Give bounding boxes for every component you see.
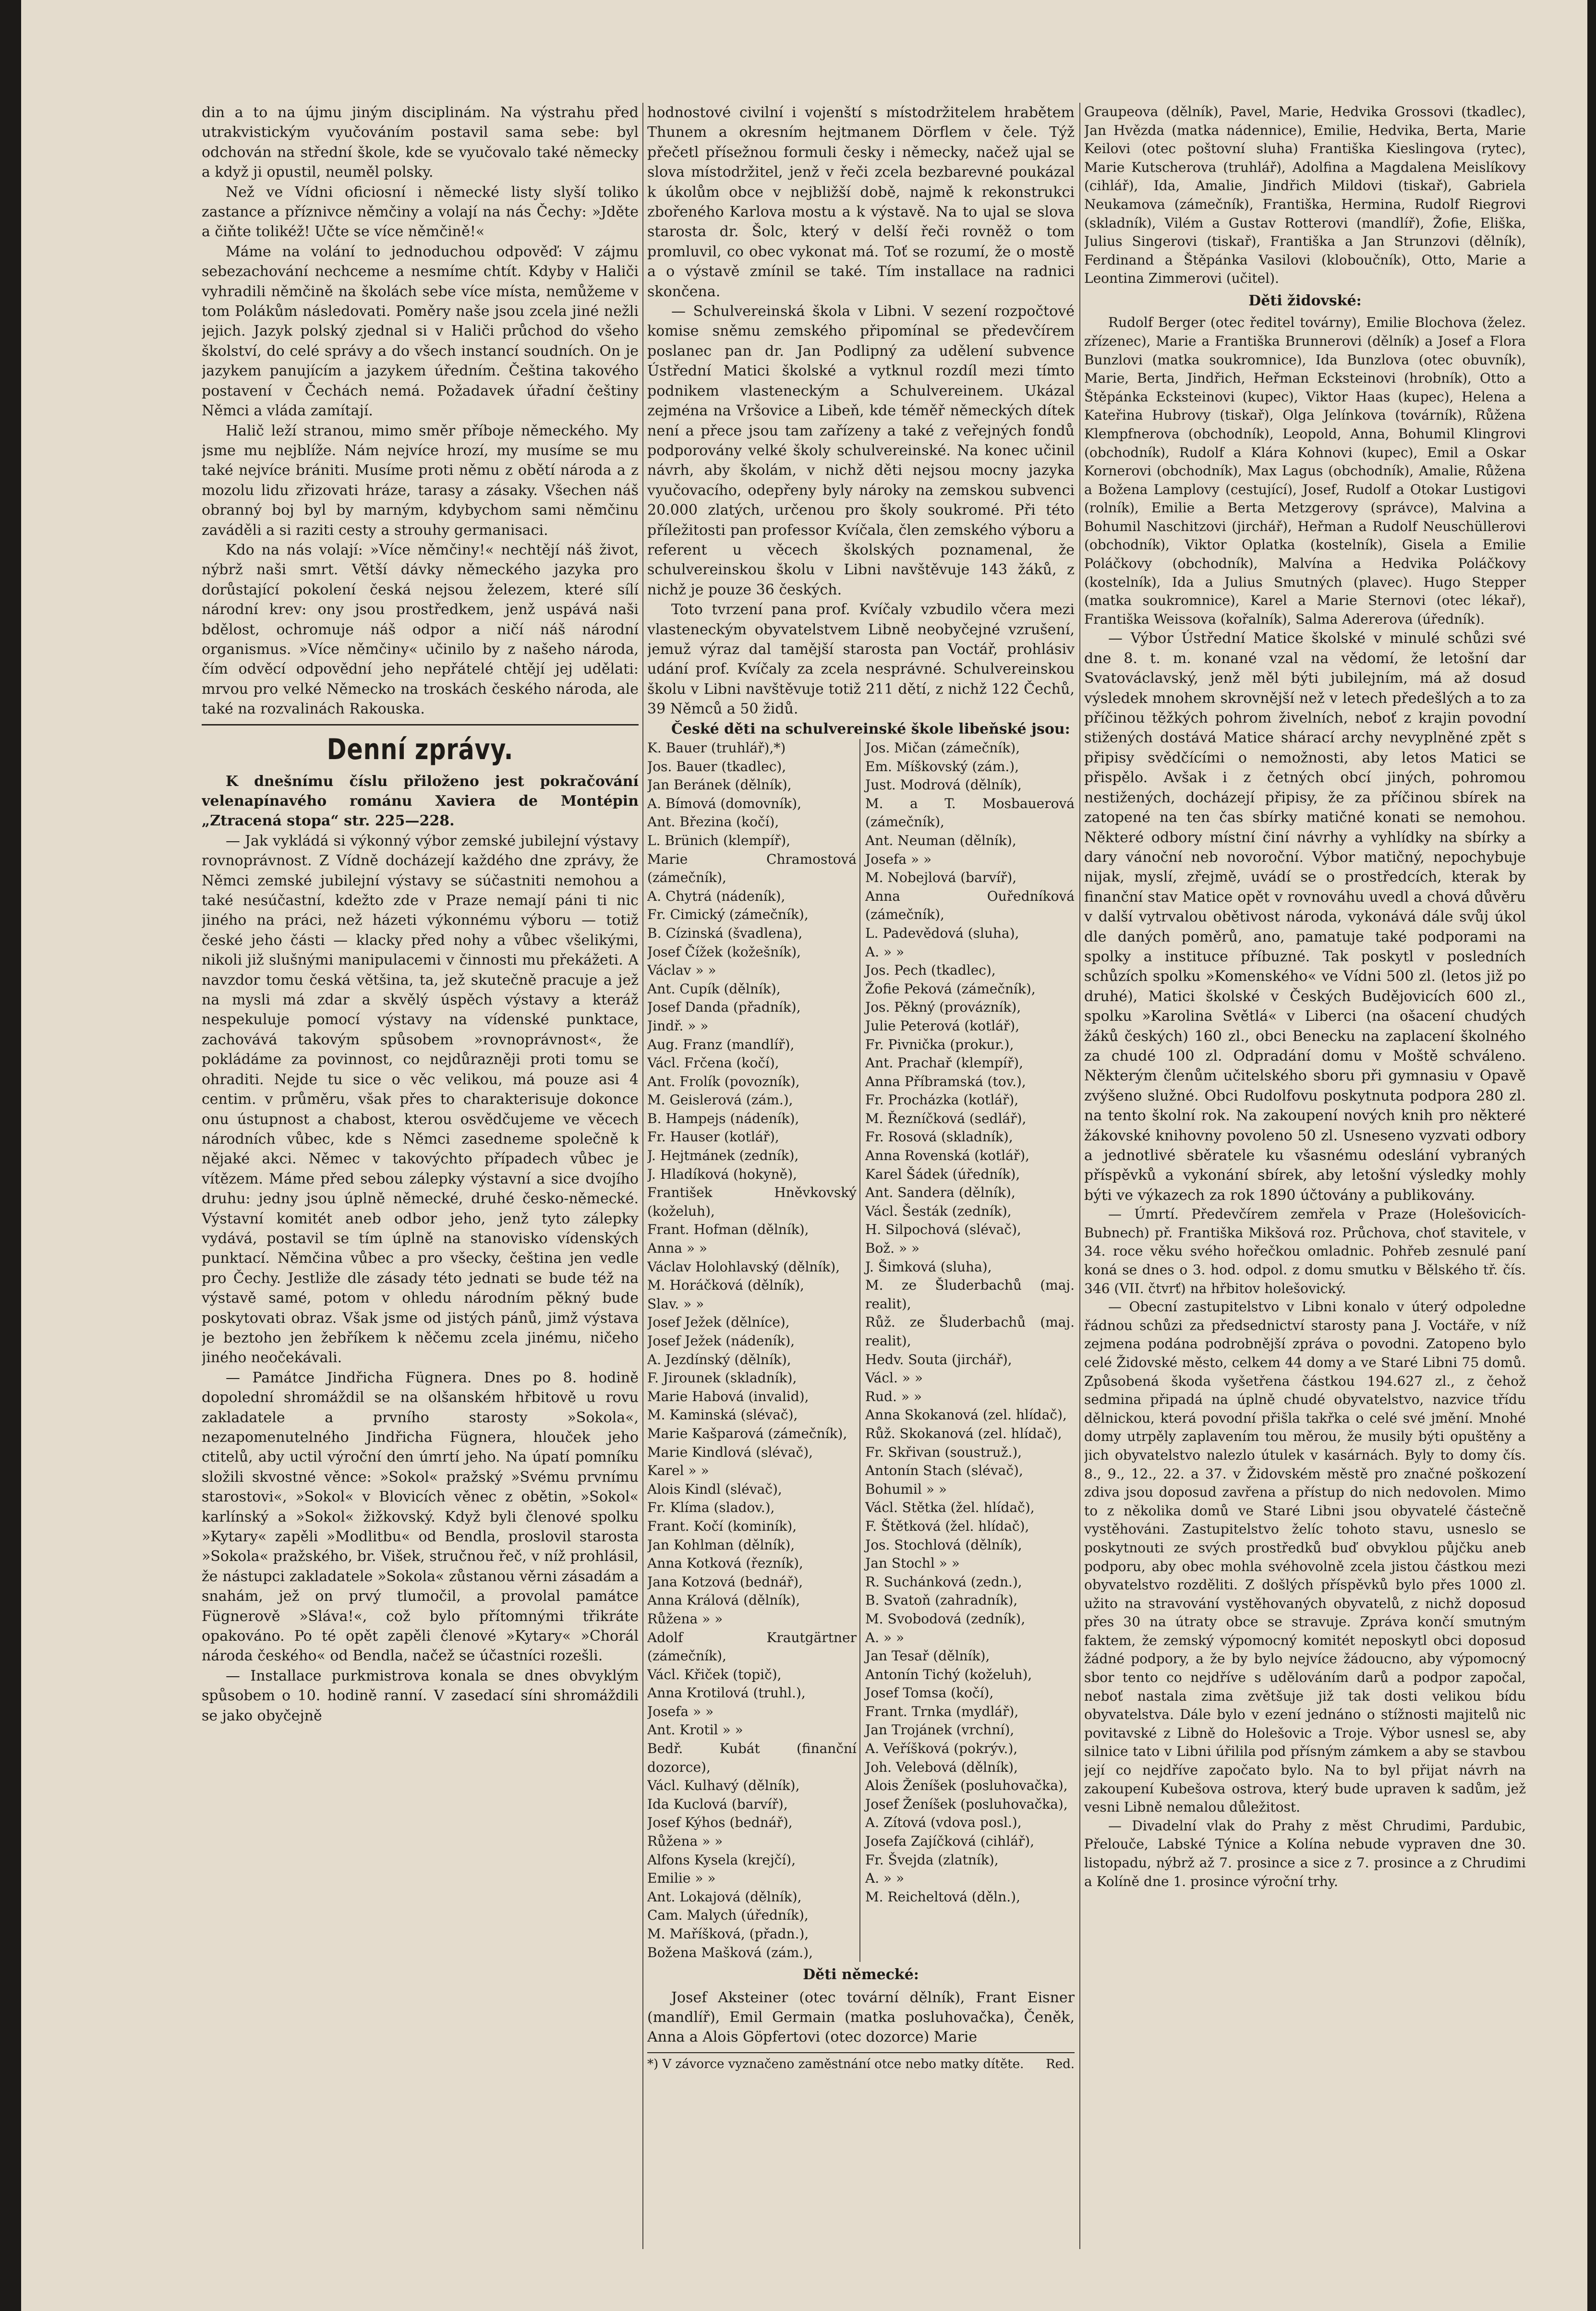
name-entry: Joh. Velebová (dělník), bbox=[865, 1759, 1018, 1775]
name-entry: Jan Trojánek (vrchní), bbox=[865, 1722, 1015, 1738]
name-entry: J. Hejtmánek (zedník), bbox=[647, 1148, 799, 1164]
name-entry: Václ. Šesták (zedník), bbox=[865, 1203, 1012, 1219]
name-entry: Jos. Bauer (tkadlec), bbox=[647, 758, 786, 774]
name-entry: Ant. Cupík (dělník), bbox=[647, 980, 781, 997]
name-entry: Fr. Skřivan (soustruž.), bbox=[865, 1444, 1022, 1460]
name-entry: Žofie Peková (zámečník), bbox=[865, 980, 1036, 997]
name-entry: Alois Kindl (slévač), bbox=[647, 1481, 782, 1497]
article-paragraph: Rudolf Berger (otec ředitel továrny), Emilie Blochova (želez. zřízenec), Marie a Františka Brunnerovi (dělník) a Josef a Flora Bunzlovi (matka soukromnice), Ida Bunzlova (otec obuvník), Marie, Berta, Jindřich, Heřman Ecksteinovi (hrobník), Otto a Štěpánka Ecksteinovi (kupec), Viktor Haas (kupec), Helena a Kateřina Hubrovy (tiskař), Olga Jelínkova (továrník), Růžena Klempfnerova (obchodník), Leopold, Anna, Bohumil Klingrovi (obchodník), Rudolf a Klára Kohnovi (kupec), Emil a Oskar Kornerovi (obchodník), Max Lagus (obchodník), Amalie, Růžena a Božena Lamplovy (cestující), Josef, Rudolf a Otokar Lustigovi (rolník), Emilie a Berta Metzgerovy (správce), Malvina a Bohumil Naschitzovi (jirchář), Heřman a Rudolf Neuschüllerovi (obchodník), Viktor Oplatka (kostelník), Gisela a Emilie Poláčkovy (obchodník), Malvína a Hedvika Poláčkovy (kostelník), Ida a Julius Smutných (plavec). Hugo Stepper (matka soukromnice), Karel a Marie Sternovi (otec lékař), Františka Weissova (kořalník), Salma Adererova (úředník). bbox=[1084, 315, 1526, 627]
name-entry: M. Horáčková (dělník), bbox=[647, 1277, 804, 1294]
name-entry: Fr. Švejda (zlatník), bbox=[865, 1851, 999, 1868]
article-paragraph: Než ve Vídni oficiosní i německé listy slyší toliko zastance a příznivce němčiny a volají na nás Čechy: »Jděte a čiňte tolikéž! Učte se více němčině!« bbox=[202, 183, 639, 241]
name-entry: Anna Krotilová (truhl.), bbox=[647, 1685, 806, 1701]
name-entry: Josef Danda (přadník), bbox=[647, 999, 801, 1016]
name-entry: Fr. Rosová (skladník), bbox=[865, 1129, 1013, 1145]
name-entry: Fr. Procházka (kotlář), bbox=[865, 1092, 1019, 1108]
name-entry: Josef Ježek (nádeník), bbox=[647, 1333, 795, 1349]
name-entry: Antonín Stach (slévač), bbox=[865, 1463, 1023, 1479]
name-entry: Just. Modrová (dělník), bbox=[865, 777, 1022, 793]
name-entry: Fr. Hauser (kotlář), bbox=[647, 1129, 779, 1145]
name-entry: Anna Skokanová (zel. hlídač), bbox=[865, 1407, 1067, 1423]
name-entry: Václ. Kulhavý (dělník), bbox=[647, 1778, 800, 1794]
name-entry: Jan Tesař (dělník), bbox=[865, 1648, 990, 1664]
name-entry: Josef Čížek (kožešník), bbox=[647, 944, 801, 960]
name-entry: Růž. ze Šluderbachů (maj. realit), bbox=[865, 1314, 1075, 1349]
name-entry: Anna » » bbox=[647, 1240, 708, 1257]
section-divider bbox=[202, 724, 639, 726]
article-paragraph: — Installace purkmistrova konala se dnes obvyklým spůsobem o 10. hodině ranní. V zasedací síni shromáždili se jako obyčejně bbox=[202, 1667, 639, 1724]
name-entry: Anna Příbramská (tov.), bbox=[865, 1073, 1026, 1089]
name-entry: J. Šimková (sluha), bbox=[865, 1258, 992, 1275]
name-entry: M. Maříšková, (přadn.), bbox=[647, 1926, 809, 1942]
name-entry: Václav Holohlavský (dělník), bbox=[647, 1258, 840, 1275]
name-entry: Karel Šádek (úředník), bbox=[865, 1166, 1020, 1182]
article-paragraph: — Obecní zastupitelstvo v Libni konalo v úterý odpoledne řádnou schůzi za předsednictví starosty pana J. Voctáře, v níž zejmena podána podrobnější zpráva o povodni. Zatopeno bylo celé Židovské město, celkem 44 domy a ve Staré Libni 75 domů. Způsobená škoda vyšetřena částkou 194.627 zl., z čehož sedmina připadá na úplně chudé obyvatelstvo, nazvice třídu dělnickou, která povodní přišla takřka o celé své jmění. Mnohé domy utrpěly zaplavením tou měrou, že musily býti opuštěny a jich obyvatelstvo nalezlo útulek v kasárnách. Byly to domy čís. 8., 9., 12., 22. a 37. v Židovském městě pro značné poškození zdiva jsou doposud zavřena a přístup do nich nedovolen. Mimo to z několika domů ve Staré Libni jsou obyvatelé částečně vystěhováni. Zastupitelstvo želíc tohoto stavu, usneslo se poskytnouti ze svých prostředků buď obvyklou půjčku aneb podporu, aby obec mohla svéhovolně zcela jistou částkou mezi obyvatelstvo rozděliti. Z došlých příspěvků bylo přes 1000 zl. užito na stravování vystěhovaných obyvatelů, z nichž doposud přes 30 na útraty obce se stravuje. Zpráva končí smutným faktem, že zemský výpomocný komitét neposkytl obci doposud žádné podpory, a že by bylo nejvíce žádoucno, aby výpomocný sbor tento co nejdříve s udělováním darů a podpor započal, neboť nastala zima zvětšuje již tak dosti velikou bídu obyvatelstva. Dále bylo v ezení jednáno o stížnosti majitelů nic povitavské z Libně do Holešovic a Troje. Výbor usnesl se, aby silnice tato v Libni úřilila pod přísným zámkem a aby se stavbou její co nejdříve započato bylo. Na to byl přijat návrh na zakoupení Kubešova ostrova, který bude upraven k sadům, jež vesni Libně nemalou důležitost. bbox=[1084, 1299, 1526, 1815]
article-paragraph: — Výbor Ústřední Matice školské v minulé schůzi své dne 8. t. m. konané vzal na vědomí, že letošní dar Svatováclavský, jenž měl býti jubilejním, má až dosud výsledek mnohem skrovnější než v letech předešlých a to za příčinou těžkých pohrom živelních, neboť z krajin povodní stižených dostává Matice shárací archy nevyplněné zpět s připisy svědčícími o nemožnosti, aby letos Matici se přispělo. Avšak i z četných obcí jiných, pohromou nestižených, docházejí připisy, že za příčinou sbírek na zatopené na ten čas sbírky matičné konati se nemohou. Některé odbory místní činí návrhy a vyhlídky na sbírky a dary vánoční neb novoroční. Výbor matičný, nepochybuje nijak, myslí, zřejmě, uvádí se o prostředcích, kterak by finanční stav Matice opět v rovnováhu uvedl a chová důvěru v další vytrvalou obětivost národa, vykonává dále svůj úkol dle daných poměrů, ano, pamatuje také podporami na spolky a instituce příbuzné. Tak poskytl v posledních schůzích spolku »Komenského« ve Vídni 500 zl. (letos již po druhé), Matici školské v Českých Budějovicích 600 zl., spolku »Karolina Světlá« v Liberci (na ošacení chudých žáků českých) 160 zl., obci Benecku na zaplacení školného za chudé 100 zl. Odpradání domu v Moště schváleno. Některým členům učitelského sboru při gymnasiu v Opavě zvýšeno služné. Obci Rudolfovu poskytnuta podpora 280 zl. na tento školní rok. Na zakoupení nových knih pro některé žákovské knihovny povoleno 50 zl. Usneseno vyzvati odbory a jednotlivé sběratele ku všasnému odeslání vybraných příspěvků a vykonání sbírek, aby letošní výsledky mohly býti ve výkazech za rok 1890 účtovány a publikovány. bbox=[1084, 630, 1526, 1204]
column-3 bbox=[1084, 103, 1526, 2263]
name-entry: Bohumil » » bbox=[865, 1481, 947, 1497]
name-entry: F. Štětková (žel. hlídač), bbox=[865, 1518, 1029, 1534]
name-entry: Václ. » » bbox=[865, 1370, 923, 1386]
name-entry: Julie Peterová (kotlář), bbox=[865, 1017, 1020, 1034]
name-entry: Slav. » » bbox=[647, 1295, 704, 1312]
name-entry: L. Padevědová (sluha), bbox=[865, 925, 1019, 941]
name-entry: Jos. Pech (tkadlec), bbox=[865, 962, 996, 979]
name-entry: Anna Ouředníková (zámečník), bbox=[865, 888, 1075, 923]
name-entry: A. » » bbox=[865, 1629, 905, 1646]
name-entry: Frant. Trnka (mydlář), bbox=[865, 1703, 1019, 1719]
name-entry: Em. Míškovský (zám.), bbox=[865, 758, 1019, 774]
name-entry: Fr. Pivnička (prokur.), bbox=[865, 1036, 1014, 1053]
column-1 bbox=[202, 103, 639, 2263]
article-paragraph: — Památce Jindřicha Fügnera. Dnes po 8. hodině dopolední shromáždil se na olšanském hřbitově u rovu zakladatele a prvního starosty »Sokola«, nezapomenutelného Jindřicha Fügnera, hlouček jeho ctitelů, aby uctil výroční den úmrtí jeho. Na úpatí pomníku složili skvostné věnce: »Sokol« pražský »Svému prvnímu starostovi«, »Sokol« v Blovicích věnec z obětin, »Sokol« karlínský a »Sokol« žižkovský. Když byli členové spolku »Kytary« zapěli »Modlitbu« od Bendla, proslovil starosta »Sokola« pražského, br. Višek, stručnou řeč, v níž prohlásil, že nástupci zakladatele »Sokola« zůstanou věrni zásadám a snahám, jež on prvý tlumočil, a provolal památce Fügnerově »Sláva!«, což bylo přítomnými třikráte opakováno. Po té opět zapěli členové »Kytary« »Chorál národa českého« od Bendla, načež se účastníci rozešli. bbox=[202, 1369, 639, 1665]
name-entry: Ant. Neuman (dělník), bbox=[865, 832, 1016, 848]
name-entry: Anna Kotková (řezník), bbox=[647, 1555, 803, 1572]
column-rule bbox=[642, 103, 643, 2249]
name-entry: Cam. Malych (úředník), bbox=[647, 1907, 809, 1924]
name-entry: Fr. Klíma (sladov.), bbox=[647, 1500, 775, 1516]
name-entry: Růžena » » bbox=[647, 1833, 723, 1850]
article-paragraph: Graupeova (dělník), Pavel, Marie, Hedvika Grossovi (tkadlec), Jan Hvězda (matka nádennice), Emilie, Hedvika, Berta, Marie Keilovi (otec poštovní sluha) Františka Kieslingova (rytec), Marie Kutscherova (truhlář), Adolfina a Magdalena Meislíkovy (cihlář), Ida, Amalie, Jindřich Mildovi (tiskař), Gabriela Neukamova (zámečník), Františka, Hermina, Rudolf Riegrovi (skladník), Vilém a Gustav Rotterovi (mandlíř), Žofie, Eliška, Julius Singerovi (tiskař), Františka a Jan Strunzovi (dělník), Ferdinand a Štěpánka Vasilovi (kloboučník), Otto, Marie a Leontina Zimmerovi (učitel). bbox=[1084, 104, 1526, 287]
name-entry: Josef Kýhos (bednář), bbox=[647, 1815, 793, 1831]
section-heading: Denní zprávy. bbox=[326, 732, 514, 766]
name-entry: Marie Kindlová (slévač), bbox=[647, 1444, 813, 1460]
name-entry: Ida Kuclová (barvíř), bbox=[647, 1796, 788, 1812]
name-entry: Emilie » » bbox=[647, 1870, 716, 1887]
name-entry: B. Hampejs (nádeník), bbox=[647, 1110, 799, 1126]
name-entry: Josefa » » bbox=[647, 1703, 714, 1719]
article-paragraph: Kdo na nás volají: »Více němčiny!« nechtějí náš život, nýbrž naši smrt. Větší dávky německého jazyka pro dorůstající pokolení česká nejsou železem, které sílí národní krev: ony jsou prostředkem, jenž uspává naši bdělost, ochromuje náš odpor a ničí náš národní organismus. »Více němčiny« učinilo by z našeho národa, čím odvěcí odpovědní jeho nepřátelé chtějí jej udělati: mrvou pro velké Německo na troskách českého národa, ale také na rozvalinách Rakouska. bbox=[202, 541, 639, 718]
name-entry: Alois Ženíšek (posluhovačka), bbox=[865, 1778, 1068, 1794]
list-title: Děti německé: bbox=[803, 1966, 919, 1984]
name-entry: H. Silpochová (slévač), bbox=[865, 1222, 1021, 1238]
name-entry: Václ. Stětka (žel. hlídač), bbox=[865, 1500, 1035, 1516]
name-entry: B. Cízinská (švadlena), bbox=[647, 925, 803, 941]
name-entry: Adolf Krautgärtner (zámečník), bbox=[647, 1629, 857, 1664]
name-entry: Rud. » » bbox=[865, 1388, 922, 1404]
name-entry: A. » » bbox=[865, 1870, 905, 1887]
name-entry: A. Zítová (vdova posl.), bbox=[865, 1815, 1022, 1831]
name-entry: Jan Stochl » » bbox=[865, 1555, 960, 1572]
name-entry: J. Hladíková (hokyně), bbox=[647, 1166, 798, 1182]
name-entry: Růžena » » bbox=[647, 1610, 723, 1627]
article-paragraph: — Jak vykládá si výkonný výbor zemské jubilejní výstavy rovnoprávnost. Z Vídně docházejí každého dne zprávy, že Němci zemské jubilejní výstavy se súčastniti nemohou a také nesúčastní, kdežto zde v Praze nemají páni ti nic jiného na práci, než házeti výkonnému výboru — totiž české jeho části — klacky před nohy a vůbec všelikými, nikoli již slušnými manipulacemi v činnosti mu překážeti. A navzdor tomu česká většina, ta, jež skutečně pracuje a jež na mysli má zdar a skvělý úspěch výstavy a kteráž nespekuluje pomocí výstavy na vídenské punktace, zachovává takovým spůsobem »rovnoprávnost«, že pokládáme za povinnost, co nejdůrazněji proti tomu se ohraditi. Nejde tu sice o věc velikou, má pouze asi 4 centim. v průměru, však přes to charakterisuje dokonce onu ústupnost a chabost, kterou osvědčujeme ve věcech národních vůbec, kde s Němci zasedneme společně k nějaké akci. Němec v takovýchto případech vůbec je vítězem. Máme před sebou zálepky výstavní a sice dvojího druhu: jedny jsou úplně německé, druhé česko-německé. Výstavní komitét aneb odbor jeho, jenž tyto zálepky vydává, postavil se tím úplně na stanovisko vídenských punktací. Němčina vůbec a pro všecky, čeština jen vedle pro Čechy. Jestliže dle zásady této jednati se bude též na výstavě samé, potom v ohledu národním pěkný bude poskytovati obraz. Však jsme od jistých pánů, jimž výstava je beztoho jen žebříkem k něčemu zcela jinému, ničeho jiného neočekávali. bbox=[202, 832, 639, 1367]
name-entry: Ant. Březina (kočí), bbox=[647, 814, 779, 830]
footnote-text: *) V závorce vyznačeno zaměstnání otce nebo matky dítěte. bbox=[647, 2057, 1024, 2071]
article-paragraph: České děti na schulvereinské škole libeňské jsou: bbox=[671, 720, 1070, 738]
scan-border-right bbox=[1587, 0, 1596, 2311]
name-entry: Ant. Lokajová (dělník), bbox=[647, 1888, 802, 1905]
name-entry: L. Brünich (klempíř), bbox=[647, 832, 791, 848]
article-paragraph: din a to na újmu jiným disciplinám. Na výstrahu před utrakvistickým vyučováním postavil sama sebe: byl odchován na střední škole, kde se vyučovalo také německy a když ji opustil, neuměl polsky. bbox=[202, 104, 639, 181]
name-entry: Ant. Krotil » » bbox=[647, 1722, 743, 1738]
name-entry: A. Chytrá (nádeník), bbox=[647, 888, 786, 904]
name-entry: Antonín Tichý (koželuh), bbox=[865, 1666, 1032, 1682]
name-entry: M. Nobejlová (barvíř), bbox=[865, 870, 1017, 886]
article-paragraph: Josef Aksteiner (otec tovární dělník), Frant Eisner (mandlíř), Emil Germain (matka posluhovačka), Čeněk, Anna a Alois Göpfertovi (otec dozorce) Marie bbox=[647, 1989, 1075, 2046]
name-entry: František Hněvkovský (koželuh), bbox=[647, 1185, 857, 1219]
name-entry: M. ze Šluderbachů (maj. realit), bbox=[865, 1277, 1075, 1312]
name-entry: A. Jezdínský (dělník), bbox=[647, 1351, 791, 1367]
name-entry: Hedv. Souta (jirchář), bbox=[865, 1351, 1012, 1367]
footnote bbox=[647, 2052, 1075, 2072]
name-entry: Marie Chramostová (zámečník), bbox=[647, 851, 857, 886]
article-paragraph: — Úmrtí. Předevčírem zemřela v Praze (Holešovicích-Bubnech) př. Františka Mikšová roz. Průchova, choť stavitele, v 34. roce věku svého hořečkou omladnic. Pohřeb zesnulé paní koná se dnes o 3. hod. odpol. z domu smutku v Bělského tř. čís. 346 (VII. čtvrť) na hřbitov holešovický. bbox=[1084, 1206, 1526, 1296]
name-entry: Anna Rovenská (kotlář), bbox=[865, 1148, 1030, 1164]
name-entry: Jan Kohlman (dělník), bbox=[647, 1537, 795, 1553]
name-entry: Václav » » bbox=[647, 962, 716, 979]
name-entry: M. Řezníčková (sedlář), bbox=[865, 1110, 1027, 1126]
article-paragraph: hodnostové civilní i vojenští s místodržitelem hrabětem Thunem a okresním hejtmanem Dörflem v čele. Týž přečetl přísežnou formuli česky i německy, načež ujal se slova místodržitel, jenž v řeči zcela bezbarevné poukázal k úkolům obce v nejbližší době, najmě k rekonstrukci zbořeného Karlova mostu a k výstavě. Na to ujal se slova starosta dr. Šolc, který v delší řeči rovněž o tom promluvil, co obec vykonat má. Toť se rozumí, že o mostě a o výstavě zmínil se také. Tím installace na radnici skončena. bbox=[647, 104, 1075, 300]
footnote-signature: Red. bbox=[1046, 2057, 1075, 2071]
name-entry: Jan Beránek (dělník), bbox=[647, 777, 792, 793]
name-entry: Frant. Hofman (dělník), bbox=[647, 1222, 809, 1238]
name-entry: M. a T. Mosbauerová (zámečník), bbox=[865, 795, 1075, 830]
name-entry: A. Bímová (domovník), bbox=[647, 795, 802, 811]
name-entry: Jos. Stochlová (dělník), bbox=[865, 1537, 1022, 1553]
name-entry: M. Svobodová (zedník), bbox=[865, 1610, 1026, 1627]
name-entry: M. Kaminská (slévač), bbox=[647, 1407, 798, 1423]
article-paragraph: Máme na volání to jednoduchou odpověď: V zájmu sebezachování nechceme a nesmíme chtít. Kdyby v Haliči vyhradili němčině na školách sebe více místa, nemůžeme v tom Polákům následovati. Poměry naše jsou zcela jiné nežli jejich. Jazyk polský zjednal si v Haliči průchod do všeho školství, do celé správy a do všech instancí soudních. On je jazykem panujícím a jazykem úředním. Čeština takového postavení v Čechách nemá. Požadavek úřadní češtiny Němci a vláda zamítají. bbox=[202, 243, 639, 420]
name-entry: Ant. Frolík (povozník), bbox=[647, 1073, 800, 1089]
name-entry: Marie Kašparová (zámečník), bbox=[647, 1425, 847, 1441]
name-entry: Marie Habová (invalid), bbox=[647, 1388, 809, 1404]
name-entry: M. Reicheltová (děln.), bbox=[865, 1888, 1020, 1905]
scan-border-left bbox=[0, 0, 21, 2311]
name-entry: Jos. Pěkný (provázník), bbox=[865, 999, 1021, 1016]
article-paragraph: K dnešnímu číslu přiloženo jest pokračování velenapínavého románu Xaviera de Montépin „Ztracená stopa“ str. 225—228. bbox=[202, 773, 639, 830]
names-list bbox=[647, 739, 1075, 1962]
name-entry: M. Geislerová (zám.), bbox=[647, 1092, 793, 1108]
name-entry: Anna Králová (dělník), bbox=[647, 1592, 800, 1609]
name-entry: R. Suchánková (zedn.), bbox=[865, 1573, 1022, 1590]
column-rule bbox=[1079, 103, 1080, 2249]
name-entry: Božena Mašková (zám.), bbox=[647, 1944, 813, 1960]
article-paragraph: — Schulvereinská škola v Libni. V sezení rozpočtové komise sněmu zemského připomínal se předevčírem poslanec pan dr. Jan Podlipný za udělení subvence Ústřední Matici školské a vytknul rozdíl mezi tímto podnikem vlasteneckým a Schulvereinem. Ukázal zejména na Vršovice a Libeň, kde téměř německých dítek není a přece jsou tam zařízeny a také z veřejných fondů podporovány velké školy schulvereinské. Na konec učinil návrh, aby školám, v nichž děti nejsou mocny jazyka vyučovacího, odepřeny byly nároky na zemskou subvenci 20.000 zlatých, určenou pro školy soukromé. Při této příležitosti pan professor Kvíčala, člen zemského výboru a referent u věcech školských poznamenal, že schulvereinskou školu v Libni navštěvuje 143 žáků, z nichž je pouze 36 českých. bbox=[647, 303, 1075, 598]
name-entry: Josef Ježek (dělníce), bbox=[647, 1314, 790, 1331]
name-entry: Ant. Sandera (dělník), bbox=[865, 1185, 1016, 1201]
names-list-right bbox=[865, 739, 1075, 1962]
name-entry: Alfons Kysela (krejčí), bbox=[647, 1851, 796, 1868]
article-paragraph: Halič leží stranou, mimo směr příboje německého. My jsme mu nejblíže. Nám nejvíce hrozí, my musíme se mu také nejvíce brániti. Musíme proti němu z obětí národa a z mozolu lidu zřizovati hráze, tarasy a zásaky. Všechen náš obranný boj byl by marným, kdybychom sami němčinu zaváděli a si raziti cesty a strouhy germanisaci. bbox=[202, 422, 639, 539]
name-entry: Růž. Skokanová (zel. hlídač), bbox=[865, 1425, 1062, 1441]
name-entry: Václ. Frčena (kočí), bbox=[647, 1055, 779, 1071]
name-entry: Jindř. » » bbox=[647, 1017, 709, 1034]
article-paragraph: Toto tvrzení pana prof. Kvíčaly vzbudilo včera mezi vlasteneckým obyvatelstvem Libně neobyčejné vzrušení, jemuž výraz dal tamější starosta pan Voctář, prohlásiv udání prof. Kvíčaly za zcela nesprávné. Schulvereinskou školu v Libni navštěvuje totiž 211 dětí, z nichž 122 Čechů, 39 Němců a 50 židů. bbox=[647, 601, 1075, 718]
name-entry: F. Jirounek (skladník), bbox=[647, 1370, 797, 1386]
name-entry: Frant. Kočí (kominík), bbox=[647, 1518, 797, 1534]
name-entry: Jana Kotzová (bednář), bbox=[647, 1573, 803, 1590]
list-title: Děti židovské: bbox=[1248, 292, 1362, 309]
article-paragraph: — Divadelní vlak do Prahy z měst Chrudimi, Pardubic, Přelouče, Labské Týnice a Kolína nebude vypraven dne 30. listopadu, nýbrž až 7. prosince a sice z 7. prosince a z Chrudimi a Kolíně dne 1. prosince výroční trhy. bbox=[1084, 1817, 1526, 1889]
column-2 bbox=[647, 103, 1075, 2263]
name-entry: A. » » bbox=[865, 944, 905, 960]
name-entry: Karel » » bbox=[647, 1463, 709, 1479]
name-entry: B. Svatoň (zahradník), bbox=[865, 1592, 1018, 1609]
name-entry: Bedř. Kubát (finanční dozorce), bbox=[647, 1741, 857, 1775]
name-entry: Josefa » » bbox=[865, 851, 932, 867]
name-entry: A. Veříšková (pokrýv.), bbox=[865, 1741, 1018, 1757]
name-entry: Josefa Zajíčková (cihlář), bbox=[865, 1833, 1035, 1850]
name-entry: Aug. Franz (mandlíř), bbox=[647, 1036, 795, 1053]
name-entry: Josef Ženíšek (posluhovačka), bbox=[865, 1796, 1068, 1812]
name-entry: Ant. Prachař (klempíř), bbox=[865, 1055, 1023, 1071]
name-entry: Josef Tomsa (kočí), bbox=[865, 1685, 994, 1701]
name-entry: Fr. Cimický (zámečník), bbox=[647, 907, 809, 923]
name-entry: K. Bauer (truhlář),*) bbox=[647, 740, 786, 756]
name-entry: Jos. Mičan (zámečník), bbox=[865, 740, 1020, 756]
name-entry: Václ. Křiček (topič), bbox=[647, 1666, 782, 1682]
name-entry: Bož. » » bbox=[865, 1240, 920, 1257]
names-list-left bbox=[647, 739, 860, 1962]
